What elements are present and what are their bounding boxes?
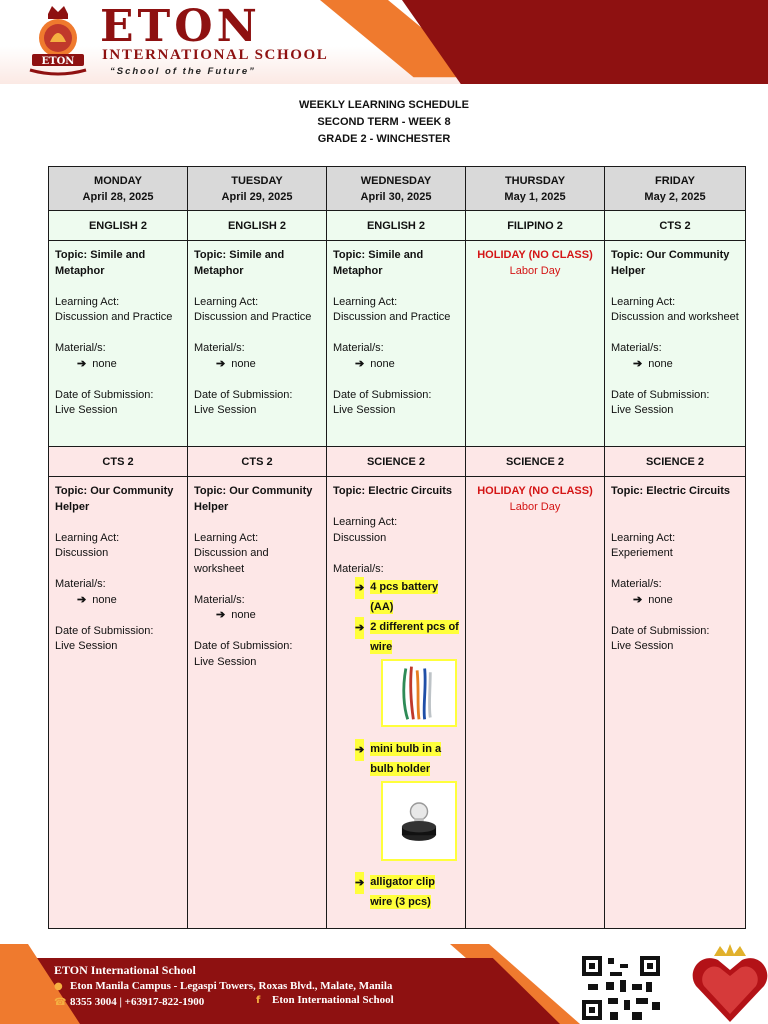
material-item-wire [355, 617, 459, 657]
day-header-monday: MONDAY April 28, 2025 [49, 167, 188, 211]
holiday-reason: Labor Day [509, 500, 561, 513]
material-item: none [92, 593, 117, 606]
topic: Topic: Electric Circuits [611, 485, 730, 497]
subject-cell: SCIENCE 2 [466, 447, 605, 477]
learning-act: Discussion [333, 531, 387, 544]
subject-cell: FILIPINO 2 [466, 211, 605, 241]
day-header-wednesday: WEDNESDAY April 30, 2025 [327, 167, 466, 211]
subject-cell: SCIENCE 2 [605, 447, 746, 477]
location-pin-icon: ● [54, 981, 63, 992]
lesson-cell-tuesday [188, 241, 327, 447]
materials-label: Material/s: [194, 593, 245, 606]
learning-act: Discussion and Practice [194, 311, 312, 323]
day-header-friday: FRIDAY May 2, 2025 [605, 167, 746, 211]
material-item: none [370, 357, 395, 370]
submission-label: Date of Submission: [194, 640, 293, 652]
material-item-bulb [355, 739, 459, 779]
school-footer [0, 944, 768, 1024]
subject-cell: CTS 2 [49, 447, 188, 477]
materials-label: Material/s: [611, 342, 662, 354]
school-tagline: “School of the Future” [110, 66, 256, 77]
submission-value: Live Session [55, 404, 118, 416]
title-line-2: SECOND TERM - WEEK 8 [317, 116, 451, 128]
submission-label: Date of Submission: [55, 388, 154, 401]
materials-label: Material/s: [194, 342, 245, 354]
subject-cell: CTS 2 [605, 211, 746, 241]
lesson-cell-monday [49, 477, 188, 929]
submission-label: Date of Submission: [55, 624, 154, 637]
lesson-cell-thursday [466, 241, 605, 447]
learning-act-label: Learning Act: [55, 531, 120, 544]
holiday-reason: Labor Day [509, 264, 561, 277]
footer-school-name: ETON International School [54, 963, 196, 977]
school-crest-logo [26, 4, 90, 78]
arrow-icon: ➔ [77, 357, 87, 370]
footer-facebook[interactable]: f Eton International School [256, 994, 394, 1006]
subject-row-2 [49, 447, 746, 477]
subject-cell: ENGLISH 2 [188, 211, 327, 241]
material-text: mini bulb in a bulb holder [370, 742, 442, 775]
submission-label: Date of Submission: [611, 624, 710, 637]
footer-address: ● Eton Manila Campus - Legaspi Towers, Roxas Blvd., Malate, Manila [54, 980, 393, 992]
title-line-3: GRADE 2 - WINCHESTER [317, 133, 451, 145]
arrow-icon: ➔ [355, 357, 365, 370]
learning-act: Discussion and Practice [333, 311, 451, 323]
material-item-alligator [355, 872, 459, 912]
arrow-icon: ➔ [633, 593, 643, 606]
schedule-titles [0, 97, 768, 148]
topic: Topic: Simile and Metaphor [194, 249, 285, 277]
lesson-cell-thursday [466, 477, 605, 929]
submission-value: Live Session [333, 404, 396, 416]
holiday-label: HOLIDAY (NO CLASS) [477, 249, 593, 261]
material-item: none [92, 357, 117, 370]
submission-value: Live Session [194, 404, 257, 416]
facebook-icon: f [256, 995, 261, 1006]
arrow-icon: ➔ [633, 357, 643, 370]
learning-act: Discussion and worksheet [611, 311, 739, 323]
arrow-icon: ➔ [77, 593, 87, 606]
title-line-1: WEEKLY LEARNING SCHEDULE [299, 99, 469, 111]
submission-value: Live Session [194, 655, 257, 668]
subject-row-1 [49, 211, 746, 241]
materials-label: Material/s: [611, 578, 662, 590]
qr-code-icon[interactable] [580, 954, 662, 1022]
school-header [0, 0, 768, 84]
arrow-icon: ➔ [355, 577, 364, 599]
learning-act-label: Learning Act: [55, 295, 120, 308]
learning-act-label: Learning Act: [194, 295, 259, 308]
materials-label: Material/s: [333, 562, 384, 575]
submission-label: Date of Submission: [333, 388, 432, 401]
lesson-cell-monday [49, 241, 188, 447]
topic: Topic: Simile and Metaphor [333, 249, 424, 277]
topic: Topic: Our Community Helper [55, 485, 174, 513]
arrow-icon: ➔ [355, 872, 364, 894]
learning-act: Experiement [611, 547, 673, 559]
arrow-icon: ➔ [216, 609, 226, 621]
day-header-row [49, 167, 746, 211]
subject-cell: ENGLISH 2 [327, 211, 466, 241]
submission-label: Date of Submission: [611, 388, 710, 401]
subject-cell: SCIENCE 2 [327, 447, 466, 477]
lesson-row-2 [49, 477, 746, 929]
material-text: alligator clip wire (3 pcs) [370, 876, 436, 908]
topic: Topic: Electric Circuits [333, 485, 452, 497]
lesson-row-1 [49, 241, 746, 447]
footer-phone: ☎ 8355 3004 | +63917-822-1900 [54, 996, 205, 1008]
materials-label: Material/s: [333, 342, 384, 354]
learning-act: Discussion [55, 547, 109, 559]
subject-cell: CTS 2 [188, 447, 327, 477]
learning-act-label: Learning Act: [611, 295, 676, 308]
material-item: none [231, 609, 256, 621]
material-item-battery [355, 577, 459, 617]
svg-text:ETON: ETON [41, 56, 75, 67]
arrow-icon: ➔ [216, 357, 226, 370]
topic: Topic: Simile and Metaphor [55, 249, 146, 277]
submission-value: Live Session [611, 404, 674, 416]
learning-act-label: Learning Act: [333, 516, 398, 528]
school-name: ETON [100, 1, 261, 52]
materials-label: Material/s: [55, 342, 106, 354]
materials-label: Material/s: [55, 578, 106, 590]
submission-value: Live Session [611, 640, 674, 652]
lesson-cell-friday [605, 477, 746, 929]
lesson-cell-tuesday [188, 477, 327, 929]
material-item: none [648, 357, 673, 370]
material-item: none [648, 593, 673, 606]
bulb-holder-image [381, 781, 457, 861]
subject-cell: ENGLISH 2 [49, 211, 188, 241]
school-subtitle: INTERNATIONAL SCHOOL [102, 47, 329, 63]
material-text: 4 pcs battery (AA) [370, 581, 439, 613]
learning-act-label: Learning Act: [194, 531, 259, 544]
lesson-cell-wednesday [327, 241, 466, 447]
learning-act-label: Learning Act: [333, 295, 398, 308]
learning-act: Discussion and worksheet [194, 547, 269, 575]
holiday-label: HOLIDAY (NO CLASS) [477, 485, 593, 497]
day-header-thursday: THURSDAY May 1, 2025 [466, 167, 605, 211]
submission-label: Date of Submission: [194, 388, 293, 401]
topic: Topic: Our Community Helper [611, 249, 730, 277]
weekly-schedule-table [48, 166, 746, 929]
phone-icon: ☎ [54, 997, 67, 1008]
arrow-icon: ➔ [355, 617, 364, 639]
learning-act: Discussion and Practice [55, 311, 173, 323]
material-item: none [231, 357, 256, 370]
wires-image [381, 659, 457, 727]
crown-heart-emblem [690, 944, 768, 1024]
material-text: 2 different pcs of wire [370, 621, 459, 653]
submission-value: Live Session [55, 640, 118, 652]
learning-act-label: Learning Act: [611, 531, 676, 544]
day-header-tuesday: TUESDAY April 29, 2025 [188, 167, 327, 211]
lesson-cell-wednesday [327, 477, 466, 929]
arrow-icon: ➔ [355, 739, 364, 761]
lesson-cell-friday [605, 241, 746, 447]
topic: Topic: Our Community Helper [194, 485, 313, 513]
